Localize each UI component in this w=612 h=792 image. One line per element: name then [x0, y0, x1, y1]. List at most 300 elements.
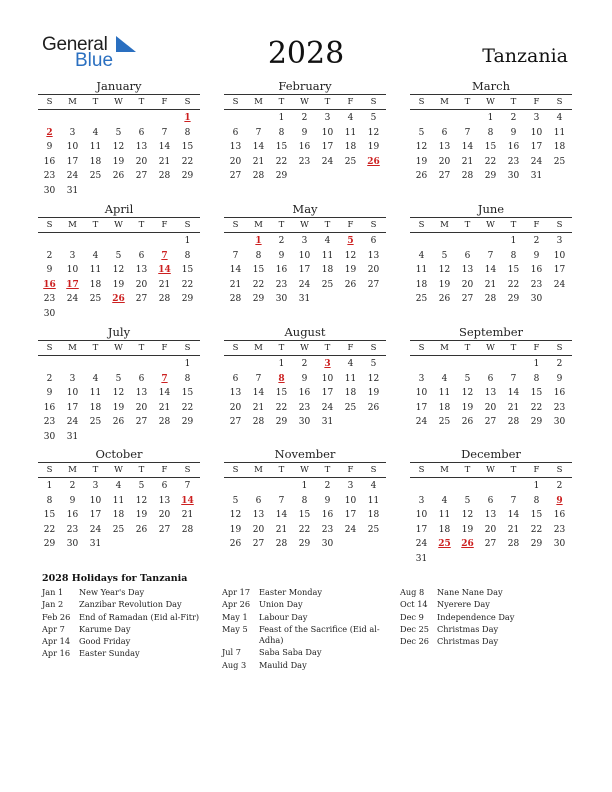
day-cell: 27 [367, 279, 380, 290]
day-cell: 23 [530, 279, 543, 290]
day-cell: 30 [553, 417, 566, 428]
holiday-day: 2 [46, 127, 53, 138]
day-cell: 21 [484, 279, 497, 290]
day-cell: 24 [66, 294, 79, 305]
weekday-label: S [232, 343, 239, 353]
day-cell: 17 [530, 142, 543, 153]
holiday-date: Apr 16 [42, 648, 71, 659]
day-cell: 11 [344, 127, 357, 138]
holiday-entry [42, 612, 217, 624]
holiday-date: Oct 14 [400, 599, 428, 610]
day-cell: 2 [510, 113, 517, 123]
weekday-header [410, 462, 572, 478]
day-cell: 11 [89, 388, 102, 399]
day-cell: 3 [69, 127, 76, 138]
day-cell: 25 [415, 294, 428, 305]
day-cell: 7 [464, 127, 471, 138]
weekday-label: S [46, 465, 53, 475]
day-cell: 11 [553, 127, 566, 138]
day-cell: 15 [252, 265, 265, 276]
day-cell: 10 [321, 127, 334, 138]
day-cell: 29 [507, 294, 520, 305]
day-cell: 5 [370, 113, 377, 123]
day-cell: 5 [115, 373, 122, 384]
day-cell: 27 [484, 539, 497, 550]
day-cell: 5 [464, 373, 471, 384]
day-cell: 9 [301, 373, 308, 384]
day-cell: 3 [301, 236, 308, 246]
holiday-day: 14 [158, 265, 171, 276]
weekday-label: M [440, 343, 449, 353]
day-cell: 29 [530, 539, 543, 550]
weekday-label: S [184, 465, 191, 475]
weekday-label: S [232, 220, 239, 230]
day-cell: 26 [229, 539, 242, 550]
day-cell: 28 [507, 539, 520, 550]
weekday-header [38, 462, 200, 478]
holiday-date: May 1 [222, 611, 248, 622]
day-cell: 11 [415, 265, 428, 276]
day-cell: 5 [418, 127, 425, 138]
weekday-header [410, 217, 572, 233]
holiday-day: 16 [43, 279, 56, 290]
day-cell: 29 [484, 171, 497, 182]
day-cell: 23 [507, 156, 520, 167]
day-cell: 19 [461, 524, 474, 535]
day-cell: 23 [298, 156, 311, 167]
day-cell: 24 [553, 279, 566, 290]
day-cell: 15 [275, 142, 288, 153]
day-cell: 15 [507, 265, 520, 276]
day-cell: 15 [43, 510, 56, 521]
day-cell: 19 [112, 156, 125, 167]
month-august [224, 325, 386, 443]
day-cell: 12 [112, 388, 125, 399]
day-cell: 10 [66, 142, 79, 153]
weekday-label: W [300, 220, 309, 230]
day-cell: 1 [46, 481, 53, 491]
day-cell: 14 [229, 265, 242, 276]
day-cell: 23 [275, 279, 288, 290]
month-name: August [284, 325, 326, 339]
weekday-label: F [347, 343, 354, 353]
day-cell: 13 [461, 265, 474, 276]
day-cell: 16 [321, 510, 334, 521]
day-cell: 9 [301, 127, 308, 138]
holidays-title: 2028 Holidays for Tanzania [42, 573, 188, 584]
day-cell: 29 [530, 417, 543, 428]
day-cell: 23 [321, 524, 334, 535]
day-cell: 24 [66, 171, 79, 182]
day-cell: 10 [298, 250, 311, 261]
weekday-label: M [440, 97, 449, 107]
day-cell: 25 [89, 417, 102, 428]
day-cell: 13 [484, 510, 497, 521]
weekday-label: S [418, 220, 425, 230]
month-name: May [292, 202, 318, 216]
day-cell: 15 [484, 142, 497, 153]
day-cell: 15 [181, 388, 194, 399]
weekday-label: S [556, 343, 563, 353]
weekday-label: T [464, 220, 471, 230]
weekday-label: W [486, 97, 495, 107]
day-cell: 6 [441, 127, 448, 138]
day-cell: 31 [321, 417, 334, 428]
day-cell: 6 [232, 373, 239, 384]
weekday-label: T [324, 465, 331, 475]
day-cell: 21 [229, 279, 242, 290]
day-cell: 23 [298, 402, 311, 413]
day-cell: 22 [275, 156, 288, 167]
day-cell: 19 [112, 279, 125, 290]
holiday-name: Christmas Day [437, 636, 499, 647]
holiday-entry [42, 636, 217, 648]
day-cell: 26 [112, 171, 125, 182]
day-cell: 16 [275, 265, 288, 276]
weekday-label: F [533, 97, 540, 107]
weekday-label: T [138, 220, 145, 230]
day-cell: 24 [298, 279, 311, 290]
weekday-label: W [486, 343, 495, 353]
day-cell: 4 [324, 236, 331, 246]
day-cell: 6 [487, 373, 494, 384]
weekday-label: F [533, 343, 540, 353]
day-cell: 25 [553, 156, 566, 167]
day-cell: 14 [158, 388, 171, 399]
day-cell: 29 [181, 417, 194, 428]
holiday-name: Nane Nane Day [437, 587, 503, 597]
day-cell: 8 [255, 250, 262, 261]
day-cell: 25 [112, 524, 125, 535]
weekday-label: S [556, 220, 563, 230]
day-cell: 30 [43, 432, 56, 442]
weekday-header [224, 94, 386, 110]
day-cell: 24 [321, 156, 334, 167]
day-cell: 9 [324, 495, 331, 506]
day-cell: 26 [438, 294, 451, 305]
weekday-label: F [161, 97, 168, 107]
weekday-label: S [370, 97, 377, 107]
day-cell: 8 [533, 373, 540, 384]
weekday-label: M [68, 343, 77, 353]
day-cell: 29 [252, 294, 265, 305]
day-cell: 8 [533, 495, 540, 506]
weekday-label: T [138, 97, 145, 107]
day-cell: 27 [229, 171, 242, 182]
weekday-label: T [324, 343, 331, 353]
day-cell: 18 [367, 510, 380, 521]
day-cell: 10 [89, 495, 102, 506]
weekday-label: T [278, 97, 285, 107]
weekday-header [224, 340, 386, 356]
holiday-entry [42, 587, 217, 599]
day-cell: 7 [161, 127, 168, 138]
day-cell: 2 [69, 481, 76, 491]
holiday-column [400, 587, 575, 648]
day-cell: 19 [367, 388, 380, 399]
day-cell: 22 [507, 279, 520, 290]
day-cell: 10 [553, 250, 566, 261]
holiday-date: Apr 17 [222, 587, 251, 597]
day-cell: 11 [438, 388, 451, 399]
day-cell: 10 [321, 373, 334, 384]
day-cell: 4 [347, 359, 354, 369]
day-cell: 21 [158, 156, 171, 167]
day-cell: 15 [530, 388, 543, 399]
holiday-entry [222, 660, 397, 672]
day-cell: 30 [530, 294, 543, 305]
holiday-day: 7 [161, 250, 168, 261]
day-cell: 13 [229, 388, 242, 399]
day-cell: 17 [66, 156, 79, 167]
day-cell: 15 [181, 142, 194, 153]
weekday-label: F [533, 465, 540, 475]
weekday-label: F [161, 220, 168, 230]
day-cell: 19 [438, 279, 451, 290]
day-cell: 30 [43, 309, 56, 319]
day-cell: 14 [507, 388, 520, 399]
holiday-entry [42, 648, 217, 660]
day-cell: 4 [556, 113, 563, 123]
day-cell: 20 [229, 156, 242, 167]
day-cell: 28 [181, 524, 194, 535]
holiday-date: Jul 7 [222, 647, 241, 658]
logo-text-blue: Blue [75, 50, 114, 71]
day-cell: 3 [69, 373, 76, 384]
day-cell: 4 [347, 113, 354, 123]
day-cell: 12 [438, 265, 451, 276]
weekday-label: T [464, 465, 471, 475]
day-cell: 19 [367, 142, 380, 153]
day-cell: 27 [229, 417, 242, 428]
day-cell: 26 [344, 279, 357, 290]
day-cell: 10 [344, 495, 357, 506]
holiday-entry [222, 647, 397, 659]
weekday-label: T [138, 343, 145, 353]
day-cell: 1 [533, 359, 540, 369]
day-cell: 24 [344, 524, 357, 535]
day-cell: 17 [415, 524, 428, 535]
day-cell: 17 [89, 510, 102, 521]
day-cell: 11 [344, 373, 357, 384]
logo-text-general: General [42, 34, 108, 55]
day-cell: 6 [487, 495, 494, 506]
day-cell: 11 [438, 510, 451, 521]
day-cell: 21 [158, 402, 171, 413]
day-cell: 8 [184, 250, 191, 261]
day-cell: 14 [484, 265, 497, 276]
day-cell: 27 [484, 417, 497, 428]
day-cell: 20 [158, 510, 171, 521]
day-cell: 9 [69, 495, 76, 506]
day-cell: 7 [184, 481, 191, 491]
day-cell: 6 [161, 481, 168, 491]
day-cell: 18 [344, 142, 357, 153]
day-cell: 13 [438, 142, 451, 153]
day-cell: 24 [530, 156, 543, 167]
day-cell: 13 [158, 495, 171, 506]
day-cell: 24 [66, 417, 79, 428]
month-name: June [477, 202, 505, 216]
day-cell: 28 [158, 417, 171, 428]
weekday-label: F [533, 220, 540, 230]
day-cell: 21 [507, 402, 520, 413]
day-cell: 6 [255, 495, 262, 506]
day-cell: 3 [418, 495, 425, 506]
day-cell: 12 [229, 510, 242, 521]
weekday-label: T [510, 465, 517, 475]
weekday-label: T [92, 465, 99, 475]
day-cell: 3 [533, 113, 540, 123]
weekday-label: M [68, 465, 77, 475]
day-cell: 12 [461, 388, 474, 399]
day-cell: 3 [92, 481, 99, 491]
day-cell: 3 [347, 481, 354, 491]
holiday-date: Feb 26 [42, 611, 71, 622]
day-cell: 6 [370, 236, 377, 246]
holiday-entry [400, 624, 575, 636]
month-march [410, 79, 572, 197]
day-cell: 30 [507, 171, 520, 182]
weekday-label: W [114, 220, 123, 230]
weekday-header [38, 217, 200, 233]
day-cell: 18 [415, 279, 428, 290]
day-cell: 18 [438, 524, 451, 535]
day-cell: 26 [135, 524, 148, 535]
weekday-label: S [418, 465, 425, 475]
day-cell: 2 [556, 481, 563, 491]
day-cell: 6 [464, 250, 471, 261]
holiday-entry [400, 587, 575, 599]
day-cell: 8 [278, 127, 285, 138]
day-cell: 23 [66, 524, 79, 535]
day-cell: 29 [298, 539, 311, 550]
day-cell: 21 [158, 279, 171, 290]
holiday-day: 7 [161, 373, 168, 384]
holiday-name: Easter Monday [259, 587, 323, 597]
day-cell: 8 [301, 495, 308, 506]
day-cell: 27 [135, 171, 148, 182]
holiday-name: Saba Saba Day [259, 647, 322, 658]
holiday-column [42, 587, 217, 661]
day-cell: 18 [553, 142, 566, 153]
day-cell: 25 [344, 402, 357, 413]
holiday-date: Aug 3 [222, 659, 247, 670]
day-cell: 10 [530, 127, 543, 138]
day-cell: 8 [510, 250, 517, 261]
day-cell: 30 [66, 539, 79, 550]
weekday-label: T [510, 343, 517, 353]
holiday-date: Jan 1 [42, 587, 64, 597]
day-cell: 1 [533, 481, 540, 491]
day-cell: 18 [321, 265, 334, 276]
holiday-name: Zanzibar Revolution Day [79, 599, 182, 610]
day-cell: 3 [324, 113, 331, 123]
day-cell: 13 [367, 250, 380, 261]
day-cell: 9 [278, 250, 285, 261]
day-cell: 10 [415, 388, 428, 399]
day-cell: 10 [66, 388, 79, 399]
day-cell: 7 [510, 495, 517, 506]
day-cell: 23 [553, 402, 566, 413]
day-cell: 22 [484, 156, 497, 167]
day-cell: 31 [530, 171, 543, 182]
day-cell: 24 [415, 539, 428, 550]
weekday-header [410, 94, 572, 110]
weekday-label: M [254, 465, 263, 475]
day-cell: 13 [484, 388, 497, 399]
weekday-label: W [114, 465, 123, 475]
day-cell: 18 [89, 156, 102, 167]
day-cell: 27 [135, 294, 148, 305]
month-name: January [96, 79, 142, 93]
day-cell: 13 [229, 142, 242, 153]
day-cell: 17 [66, 402, 79, 413]
weekday-label: S [184, 97, 191, 107]
weekday-label: T [278, 343, 285, 353]
day-cell: 21 [461, 156, 474, 167]
holiday-entry [42, 599, 217, 611]
day-cell: 28 [158, 171, 171, 182]
holiday-day: 25 [438, 539, 451, 550]
day-cell: 18 [438, 402, 451, 413]
day-cell: 20 [135, 402, 148, 413]
day-cell: 25 [438, 417, 451, 428]
day-cell: 23 [553, 524, 566, 535]
holiday-day: 9 [556, 495, 563, 506]
country-name: Tanzania [482, 45, 568, 67]
day-cell: 7 [510, 373, 517, 384]
day-cell: 28 [484, 294, 497, 305]
day-cell: 25 [89, 294, 102, 305]
day-cell: 22 [43, 524, 56, 535]
day-cell: 13 [135, 388, 148, 399]
day-cell: 2 [556, 359, 563, 369]
weekday-label: W [486, 220, 495, 230]
day-cell: 2 [46, 250, 53, 261]
day-cell: 30 [298, 417, 311, 428]
weekday-label: M [254, 97, 263, 107]
holiday-name: Labour Day [259, 611, 308, 622]
day-cell: 17 [298, 265, 311, 276]
day-cell: 31 [89, 539, 102, 550]
day-cell: 5 [370, 359, 377, 369]
weekday-label: S [556, 97, 563, 107]
day-cell: 28 [275, 539, 288, 550]
weekday-label: T [92, 220, 99, 230]
holiday-date: Apr 7 [42, 623, 65, 634]
day-cell: 13 [135, 142, 148, 153]
month-name: October [95, 447, 143, 461]
day-cell: 28 [158, 294, 171, 305]
day-cell: 4 [370, 481, 377, 491]
month-name: September [458, 325, 524, 339]
day-cell: 9 [556, 373, 563, 384]
day-cell: 12 [367, 373, 380, 384]
day-cell: 11 [321, 250, 334, 261]
day-cell: 7 [487, 250, 494, 261]
day-cell: 29 [43, 539, 56, 550]
month-name: November [274, 447, 336, 461]
day-cell: 12 [112, 142, 125, 153]
day-cell: 22 [181, 279, 194, 290]
weekday-label: F [161, 343, 168, 353]
day-cell: 2 [301, 359, 308, 369]
day-cell: 17 [344, 510, 357, 521]
day-cell: 7 [255, 373, 262, 384]
day-cell: 30 [43, 186, 56, 196]
weekday-header [38, 94, 200, 110]
